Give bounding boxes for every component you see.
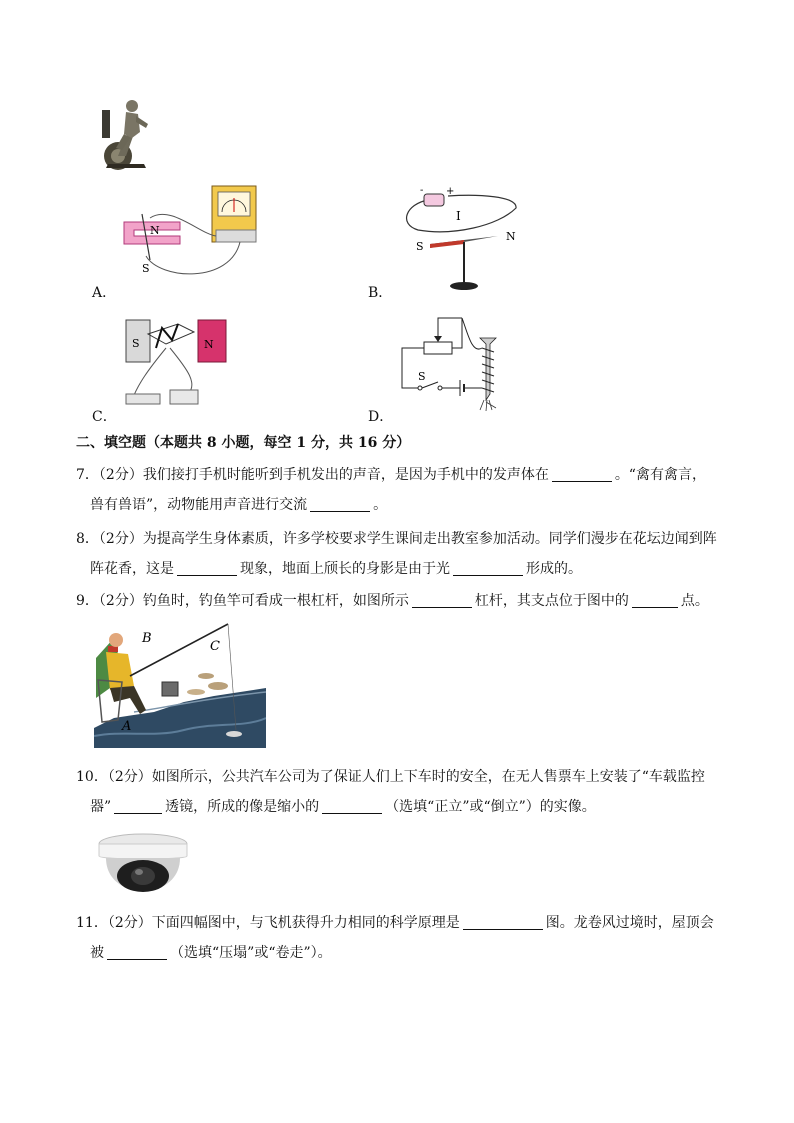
q8-blank-1[interactable]	[177, 559, 237, 576]
q7-blank-1[interactable]	[552, 465, 612, 482]
figure-b-current-label: I	[456, 209, 461, 223]
figure-b-plus: +	[446, 186, 455, 197]
figure-b-s-label: S	[416, 240, 424, 253]
question-8: 8．（2分）为提高学生身体素质，许多学校要求学生课间走出教室参加活动。同学们漫步在花坛边闻到阵 阵花香，这是 现象，地面上颀长的身影是由于光 形成的。	[76, 531, 717, 577]
figure-c-s-label: S	[132, 337, 140, 350]
fishing-label-a: A	[122, 719, 132, 734]
fishing-label-c: C	[210, 639, 220, 654]
figure-c-n-label: N	[204, 338, 214, 351]
q10-blank-2[interactable]	[322, 797, 382, 814]
figure-a-n-label: N	[150, 224, 160, 237]
figure-b-n-label: N	[506, 230, 516, 243]
option-d-label: D．	[368, 409, 394, 425]
figure-b-minus: -	[420, 186, 424, 196]
fishing-figure	[94, 618, 266, 748]
figure-b	[398, 186, 528, 294]
fishing-label-b: B	[142, 631, 152, 646]
option-a-label: A．	[92, 285, 117, 301]
q11-blank-1[interactable]	[463, 913, 543, 930]
exercise-bike-figure	[96, 98, 156, 172]
option-b-label: B．	[368, 285, 393, 301]
q9-blank-2[interactable]	[632, 591, 678, 608]
question-7: 7．（2分）我们接打手机时能听到手机发出的声音，是因为手机中的发声体在 。“禽有禽言， 兽有兽语”，动物能用声音进行交流 。	[76, 467, 706, 513]
figure-d-s-label: S	[418, 370, 426, 383]
q8-blank-2[interactable]	[453, 559, 523, 576]
figure-a	[120, 184, 260, 284]
figure-c	[118, 314, 230, 410]
q7-blank-2[interactable]	[310, 495, 370, 512]
figure-a-s-label: S	[142, 262, 150, 275]
figure-d	[396, 314, 508, 412]
dome-camera-figure	[96, 830, 190, 902]
question-11: 11．（2分）下面四幅图中，与飞机获得升力相同的科学原理是 图。龙卷风过境时，屋顶会 被 （选填“压塌”或“卷走”）。	[76, 915, 714, 961]
q11-blank-2[interactable]	[107, 943, 167, 960]
section-heading: 二、填空题（本题共 8 小题，每空 1 分，共 16 分）	[76, 435, 411, 451]
question-10: 10．（2分）如图所示，公共汽车公司为了保证人们上下车时的安全，在无人售票车上安装了“车载监控 器” 透镜，所成的像是缩小的 （选填“正立”或“倒立”）的实像。	[76, 769, 705, 815]
q10-blank-1[interactable]	[114, 797, 162, 814]
q9-blank-1[interactable]	[412, 591, 472, 608]
option-c-label: C．	[92, 409, 117, 425]
question-9: 9．（2分）钓鱼时，钓鱼竿可看成一根杠杆，如图所示 杠杆，其支点位于图中的 点。	[76, 593, 709, 609]
